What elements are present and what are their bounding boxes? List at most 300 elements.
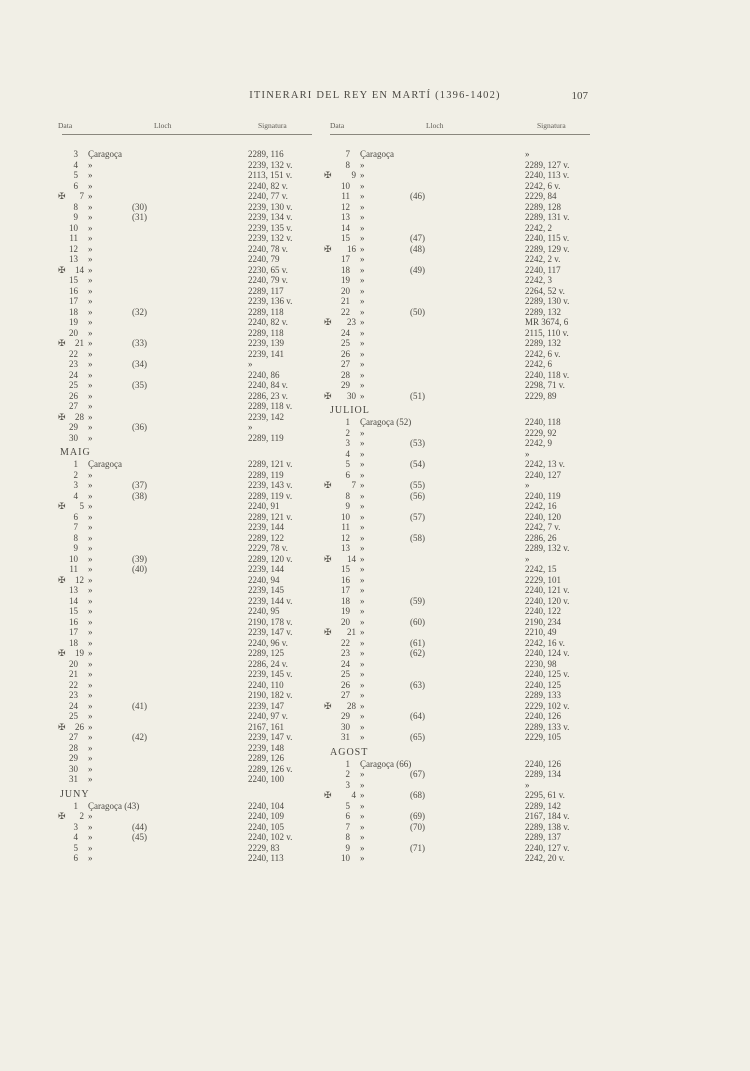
itinerary-row xyxy=(62,307,312,318)
itinerary-row xyxy=(330,606,590,617)
itinerary-row xyxy=(62,522,312,533)
day-cell: 9 xyxy=(345,842,350,853)
signature-cell: 2240, 100 xyxy=(248,774,284,784)
itinerary-row xyxy=(330,212,590,223)
place-cell: » xyxy=(88,243,93,254)
right-column-header xyxy=(330,121,590,135)
signature-cell: 2240, 77 v. xyxy=(248,191,288,201)
signature-cell: 2240, 124 v. xyxy=(525,648,570,658)
day-cell: 30 xyxy=(69,763,78,774)
place-cell: » xyxy=(360,296,365,306)
note-cell: (33) xyxy=(132,338,147,348)
place-cell: » xyxy=(360,327,365,338)
signature-cell: 2240, 95 xyxy=(248,606,280,616)
itinerary-row xyxy=(62,422,312,433)
left-column-header xyxy=(58,121,312,135)
itinerary-row xyxy=(62,801,312,812)
place-cell: » xyxy=(88,432,93,443)
place-cell: » xyxy=(88,348,93,359)
signature-cell: 2240, 82 v. xyxy=(248,180,288,191)
place-cell: » xyxy=(360,254,365,264)
place-cell: » xyxy=(88,585,93,595)
day-cell: 26 xyxy=(341,348,350,359)
itinerary-row xyxy=(58,338,312,349)
signature-cell: 2289, 128 xyxy=(525,201,561,212)
signature-cell: MR 3674, 6 xyxy=(525,317,569,327)
signature-cell: 2242, 9 xyxy=(525,438,552,448)
itinerary-row xyxy=(330,638,590,649)
signature-cell: 2289, 132 xyxy=(525,306,561,317)
signature-cell: 2115, 110 v. xyxy=(525,327,569,338)
signature-cell: 2239, 148 xyxy=(248,742,284,753)
itinerary-row xyxy=(62,690,312,701)
itinerary-row xyxy=(62,181,312,192)
day-cell: 12 xyxy=(341,201,350,212)
day-cell: 10 xyxy=(341,853,350,863)
note-cell: (42) xyxy=(132,732,147,742)
day-cell: 9 xyxy=(73,543,78,553)
place-cell: » xyxy=(88,742,93,753)
itinerary-row xyxy=(62,822,312,833)
itinerary-row xyxy=(330,522,590,533)
cross-mark-icon: ✠ xyxy=(58,264,66,275)
day-cell: 17 xyxy=(69,627,78,637)
signature-cell: 2240, 127 v. xyxy=(525,842,570,853)
day-cell: 3 xyxy=(345,779,350,790)
place-cell: » xyxy=(88,275,93,285)
itinerary-row xyxy=(62,275,312,286)
day-cell: 9 xyxy=(345,501,350,511)
signature-cell: 2286, 26 xyxy=(525,532,557,543)
day-cell: 15 xyxy=(69,275,78,285)
place-cell: » xyxy=(88,774,93,784)
note-cell: (54) xyxy=(410,459,425,469)
day-cell: 22 xyxy=(341,637,350,648)
right-column xyxy=(324,121,590,864)
place-cell: » xyxy=(360,832,365,842)
day-cell: 13 xyxy=(341,543,350,553)
signature-cell: 2240, 120 v. xyxy=(525,595,570,606)
itinerary-row xyxy=(62,753,312,764)
itinerary-row xyxy=(62,564,312,575)
itinerary-row xyxy=(62,459,312,470)
place-cell: » xyxy=(360,427,365,438)
itinerary-row xyxy=(62,328,312,339)
note-cell: (37) xyxy=(132,480,147,490)
day-cell: 21 xyxy=(347,627,356,637)
itinerary-row xyxy=(62,349,312,360)
itinerary-row xyxy=(62,244,312,255)
note-cell: (48) xyxy=(410,243,425,254)
signature-heading: Signatura xyxy=(537,121,566,130)
place-cell: » xyxy=(88,763,93,774)
place-cell: » xyxy=(360,390,365,401)
day-cell: 20 xyxy=(69,327,78,338)
signature-cell: 2242, 13 v. xyxy=(525,459,565,469)
itinerary-row xyxy=(62,202,312,213)
place-cell: » xyxy=(360,359,365,369)
place-cell: » xyxy=(360,243,365,254)
place-cell: » xyxy=(360,480,365,490)
day-cell: 29 xyxy=(69,422,78,432)
itinerary-row xyxy=(62,149,312,160)
note-cell: (53) xyxy=(410,438,425,448)
day-cell: 2 xyxy=(345,769,350,779)
note-cell: (30) xyxy=(132,201,147,212)
signature-cell: » xyxy=(248,359,253,369)
cross-mark-icon: ✠ xyxy=(58,648,66,658)
cross-mark-icon: ✠ xyxy=(324,390,332,401)
itinerary-row xyxy=(330,438,590,449)
note-cell: (70) xyxy=(410,821,425,832)
note-cell: (60) xyxy=(410,616,425,627)
signature-cell: 2242, 6 v. xyxy=(525,180,561,191)
place-cell: » xyxy=(88,627,93,637)
signature-cell: » xyxy=(525,149,530,159)
day-cell: 4 xyxy=(73,159,78,170)
place-cell: » xyxy=(88,637,93,648)
place-cell: » xyxy=(88,327,93,338)
itinerary-row xyxy=(62,832,312,843)
place-cell: » xyxy=(360,438,365,448)
itinerary-row xyxy=(330,659,590,670)
itinerary-row xyxy=(330,543,590,554)
day-cell: 20 xyxy=(69,658,78,669)
place-cell: » xyxy=(88,690,93,700)
place-cell: » xyxy=(88,317,93,327)
itinerary-row xyxy=(330,732,590,743)
place-cell: » xyxy=(88,422,93,432)
day-cell: 30 xyxy=(341,721,350,732)
signature-cell: 2240, 118 v. xyxy=(525,369,570,380)
itinerary-row xyxy=(330,648,590,659)
place-cell: » xyxy=(88,212,93,222)
note-cell: (59) xyxy=(410,595,425,606)
day-cell: 27 xyxy=(69,732,78,742)
signature-cell: 2289, 118 xyxy=(248,327,284,338)
signature-cell: 2289, 133 v. xyxy=(525,721,570,732)
place-cell: Çaragoça xyxy=(88,459,122,469)
itinerary-row xyxy=(330,585,590,596)
day-cell: 3 xyxy=(73,480,78,490)
signature-cell: 2229, 92 xyxy=(525,427,557,438)
signature-cell: 2239, 145 v. xyxy=(248,669,293,679)
itinerary-row xyxy=(62,391,312,402)
place-cell: » xyxy=(360,511,365,522)
signature-cell: 2113, 151 v. xyxy=(248,170,293,180)
day-cell: 8 xyxy=(73,532,78,543)
day-cell: 2 xyxy=(79,811,84,821)
day-cell: 18 xyxy=(341,264,350,275)
day-cell: 11 xyxy=(341,522,350,532)
note-cell: (50) xyxy=(410,306,425,317)
note-cell: (49) xyxy=(410,264,425,275)
note-cell: (71) xyxy=(410,842,425,853)
signature-cell: 2289, 138 v. xyxy=(525,821,570,832)
itinerary-row xyxy=(62,491,312,502)
itinerary-row xyxy=(62,286,312,297)
note-cell: (40) xyxy=(132,564,147,574)
itinerary-row xyxy=(330,822,590,833)
itinerary-row xyxy=(330,575,590,586)
signature-cell: 2289, 117 xyxy=(248,285,284,296)
cross-mark-icon: ✠ xyxy=(58,191,66,201)
signature-cell: » xyxy=(525,480,530,490)
day-cell: 8 xyxy=(345,159,350,170)
signature-cell: » xyxy=(525,553,530,564)
itinerary-row xyxy=(330,307,590,318)
place-cell: » xyxy=(360,853,365,863)
itinerary-row xyxy=(324,243,590,255)
place-cell: Çaragoça xyxy=(360,149,394,159)
place-cell: » xyxy=(88,522,93,532)
day-cell: 13 xyxy=(341,212,350,222)
signature-cell: 2242, 6 xyxy=(525,359,552,369)
place-cell: » xyxy=(360,448,365,459)
signature-cell: 2240, 109 xyxy=(248,811,284,821)
day-cell: 29 xyxy=(341,380,350,390)
note-cell: (35) xyxy=(132,380,147,390)
place-cell: » xyxy=(88,296,93,306)
place-cell: » xyxy=(88,821,93,832)
note-cell: (64) xyxy=(410,711,425,721)
place-cell: » xyxy=(360,790,365,800)
signature-cell: 2239, 144 xyxy=(248,522,284,532)
signature-cell: 2240, 125 xyxy=(525,679,561,690)
signature-cell: 2239, 147 v. xyxy=(248,627,293,637)
itinerary-row xyxy=(330,380,590,391)
itinerary-row xyxy=(330,596,590,607)
note-cell: (61) xyxy=(410,637,425,648)
signature-cell: 2229, 84 xyxy=(525,191,557,201)
itinerary-row xyxy=(62,659,312,670)
itinerary-row xyxy=(330,843,590,854)
cross-mark-icon: ✠ xyxy=(324,627,332,637)
signature-cell: 2289, 129 v. xyxy=(525,243,570,254)
signature-cell: 2240, 105 xyxy=(248,821,284,832)
place-cell: » xyxy=(360,380,365,390)
signature-cell: 2230, 65 v. xyxy=(248,264,288,275)
day-cell: 12 xyxy=(341,532,350,543)
place-cell: » xyxy=(360,769,365,779)
signature-cell: 2242, 15 xyxy=(525,564,557,574)
note-cell: (34) xyxy=(132,359,147,369)
itinerary-row xyxy=(62,732,312,743)
note-cell: (55) xyxy=(410,480,425,490)
day-cell: 11 xyxy=(69,564,78,574)
place-cell: » xyxy=(360,501,365,511)
place-cell: » xyxy=(360,170,365,180)
place-cell: » xyxy=(88,543,93,553)
note-cell: (62) xyxy=(410,648,425,658)
signature-cell: 2242, 2 xyxy=(525,222,552,233)
day-cell: 31 xyxy=(341,732,350,742)
day-cell: 19 xyxy=(341,275,350,285)
signature-cell: 2230, 98 xyxy=(525,658,557,669)
itinerary-row xyxy=(62,512,312,523)
day-cell: 6 xyxy=(73,511,78,522)
signature-cell: 2240, 104 xyxy=(248,800,284,811)
signature-cell: 2229, 89 xyxy=(525,390,557,401)
signature-cell: 2240, 120 xyxy=(525,511,561,522)
place-cell: » xyxy=(360,842,365,853)
signature-cell: 2167, 184 v. xyxy=(525,811,570,821)
day-cell: 28 xyxy=(341,369,350,380)
itinerary-row xyxy=(330,417,590,428)
day-cell: 17 xyxy=(341,585,350,595)
cross-mark-icon: ✠ xyxy=(324,170,332,180)
itinerary-row xyxy=(330,680,590,691)
signature-cell: 2286, 24 v. xyxy=(248,658,288,669)
month-heading: MAIG xyxy=(60,447,91,458)
place-cell: » xyxy=(88,811,93,821)
itinerary-row xyxy=(62,370,312,381)
signature-cell: 2229, 78 v. xyxy=(248,543,288,553)
place-heading: Lloch xyxy=(426,121,444,130)
itinerary-row xyxy=(62,533,312,544)
itinerary-row xyxy=(62,843,312,854)
day-cell: 15 xyxy=(341,564,350,574)
itinerary-row xyxy=(62,254,312,265)
signature-cell: 2239, 147 v. xyxy=(248,732,293,742)
signature-cell: 2190, 178 v. xyxy=(248,616,293,627)
day-cell: 10 xyxy=(69,222,78,233)
place-cell: » xyxy=(360,606,365,616)
cross-mark-icon: ✠ xyxy=(324,700,332,711)
day-cell: 24 xyxy=(341,327,350,338)
place-cell: » xyxy=(88,401,93,411)
itinerary-row xyxy=(62,701,312,712)
signature-cell: 2167, 161 xyxy=(248,721,284,732)
signature-cell: » xyxy=(525,779,530,790)
place-cell: » xyxy=(360,679,365,690)
place-cell: » xyxy=(88,564,93,574)
itinerary-row xyxy=(330,202,590,213)
place-cell: » xyxy=(88,732,93,742)
day-cell: 5 xyxy=(73,842,78,853)
cross-mark-icon: ✠ xyxy=(324,480,332,490)
place-cell: » xyxy=(88,254,93,264)
day-cell: 25 xyxy=(69,380,78,390)
itinerary-row xyxy=(62,853,312,864)
place-cell: » xyxy=(360,159,365,170)
signature-cell: 2295, 61 v. xyxy=(525,790,565,800)
itinerary-row xyxy=(330,449,590,460)
place-cell: » xyxy=(360,369,365,380)
itinerary-row xyxy=(62,160,312,171)
day-cell: 20 xyxy=(341,285,350,296)
itinerary-row xyxy=(324,317,590,328)
place-cell: » xyxy=(88,180,93,191)
date-heading: Data xyxy=(58,121,73,130)
day-cell: 10 xyxy=(341,511,350,522)
cross-mark-icon: ✠ xyxy=(58,338,66,348)
day-cell: 14 xyxy=(347,553,356,564)
signature-cell: 2240, 84 v. xyxy=(248,380,288,390)
signature-cell: 2210, 49 xyxy=(525,627,557,637)
note-cell: (68) xyxy=(410,790,425,800)
place-cell: » xyxy=(88,390,93,401)
place-cell: » xyxy=(88,369,93,380)
date-heading: Data xyxy=(330,121,345,130)
signature-cell: 2240, 115 v. xyxy=(525,233,570,243)
itinerary-row xyxy=(62,233,312,244)
day-cell: 1 xyxy=(73,459,78,469)
place-cell: » xyxy=(88,201,93,212)
place-cell: » xyxy=(360,669,365,679)
itinerary-row xyxy=(324,700,590,712)
signature-cell: 2240, 110 xyxy=(248,679,284,690)
cross-mark-icon: ✠ xyxy=(58,411,66,422)
place-cell: » xyxy=(360,212,365,222)
place-cell: » xyxy=(360,338,365,348)
place-cell: » xyxy=(360,275,365,285)
note-cell: (65) xyxy=(410,732,425,742)
day-cell: 22 xyxy=(69,679,78,690)
itinerary-row xyxy=(330,149,590,160)
place-cell: » xyxy=(88,511,93,522)
signature-cell: 2242, 6 v. xyxy=(525,348,561,359)
signature-cell: 2289, 121 v. xyxy=(248,511,293,522)
note-cell: (32) xyxy=(132,306,147,317)
day-cell: 23 xyxy=(69,690,78,700)
place-cell: » xyxy=(360,285,365,296)
signature-cell: 2240, 119 xyxy=(525,490,561,501)
place-cell: » xyxy=(360,821,365,832)
itinerary-row xyxy=(62,774,312,785)
itinerary-row xyxy=(330,533,590,544)
itinerary-row xyxy=(62,359,312,370)
place-cell: » xyxy=(88,853,93,863)
signature-cell: » xyxy=(525,448,530,459)
place-cell: Çaragoça (52) xyxy=(360,417,412,427)
place-cell: » xyxy=(88,338,93,348)
day-cell: 27 xyxy=(341,690,350,700)
itinerary-row xyxy=(330,265,590,276)
itinerary-row xyxy=(330,233,590,244)
signature-cell: 2190, 182 v. xyxy=(248,690,293,700)
itinerary-row xyxy=(330,349,590,360)
itinerary-row xyxy=(62,627,312,638)
note-cell: (67) xyxy=(410,769,425,779)
signature-cell: 2239, 139 xyxy=(248,338,284,348)
signature-cell: 2240, 86 xyxy=(248,369,280,380)
itinerary-row xyxy=(62,401,312,412)
place-cell: » xyxy=(360,469,365,480)
day-cell: 7 xyxy=(351,480,356,490)
place-cell: » xyxy=(88,595,93,606)
right-rows xyxy=(324,149,590,864)
place-cell: » xyxy=(88,359,93,369)
signature-cell: 2240, 79 v. xyxy=(248,275,288,285)
itinerary-row xyxy=(330,801,590,812)
day-cell: 27 xyxy=(69,401,78,411)
place-cell: » xyxy=(360,459,365,469)
itinerary-row xyxy=(58,191,312,202)
day-cell: 10 xyxy=(69,553,78,564)
day-cell: 30 xyxy=(347,390,356,401)
itinerary-row xyxy=(58,501,312,512)
day-cell: 14 xyxy=(341,222,350,233)
signature-cell: 2229, 102 v. xyxy=(525,700,570,711)
day-cell: 19 xyxy=(341,606,350,616)
place-cell: » xyxy=(360,690,365,700)
left-column xyxy=(58,121,312,864)
signature-cell: 2229, 83 xyxy=(248,842,280,853)
day-cell: 3 xyxy=(345,438,350,448)
note-cell: (63) xyxy=(410,679,425,690)
day-cell: 23 xyxy=(341,648,350,658)
